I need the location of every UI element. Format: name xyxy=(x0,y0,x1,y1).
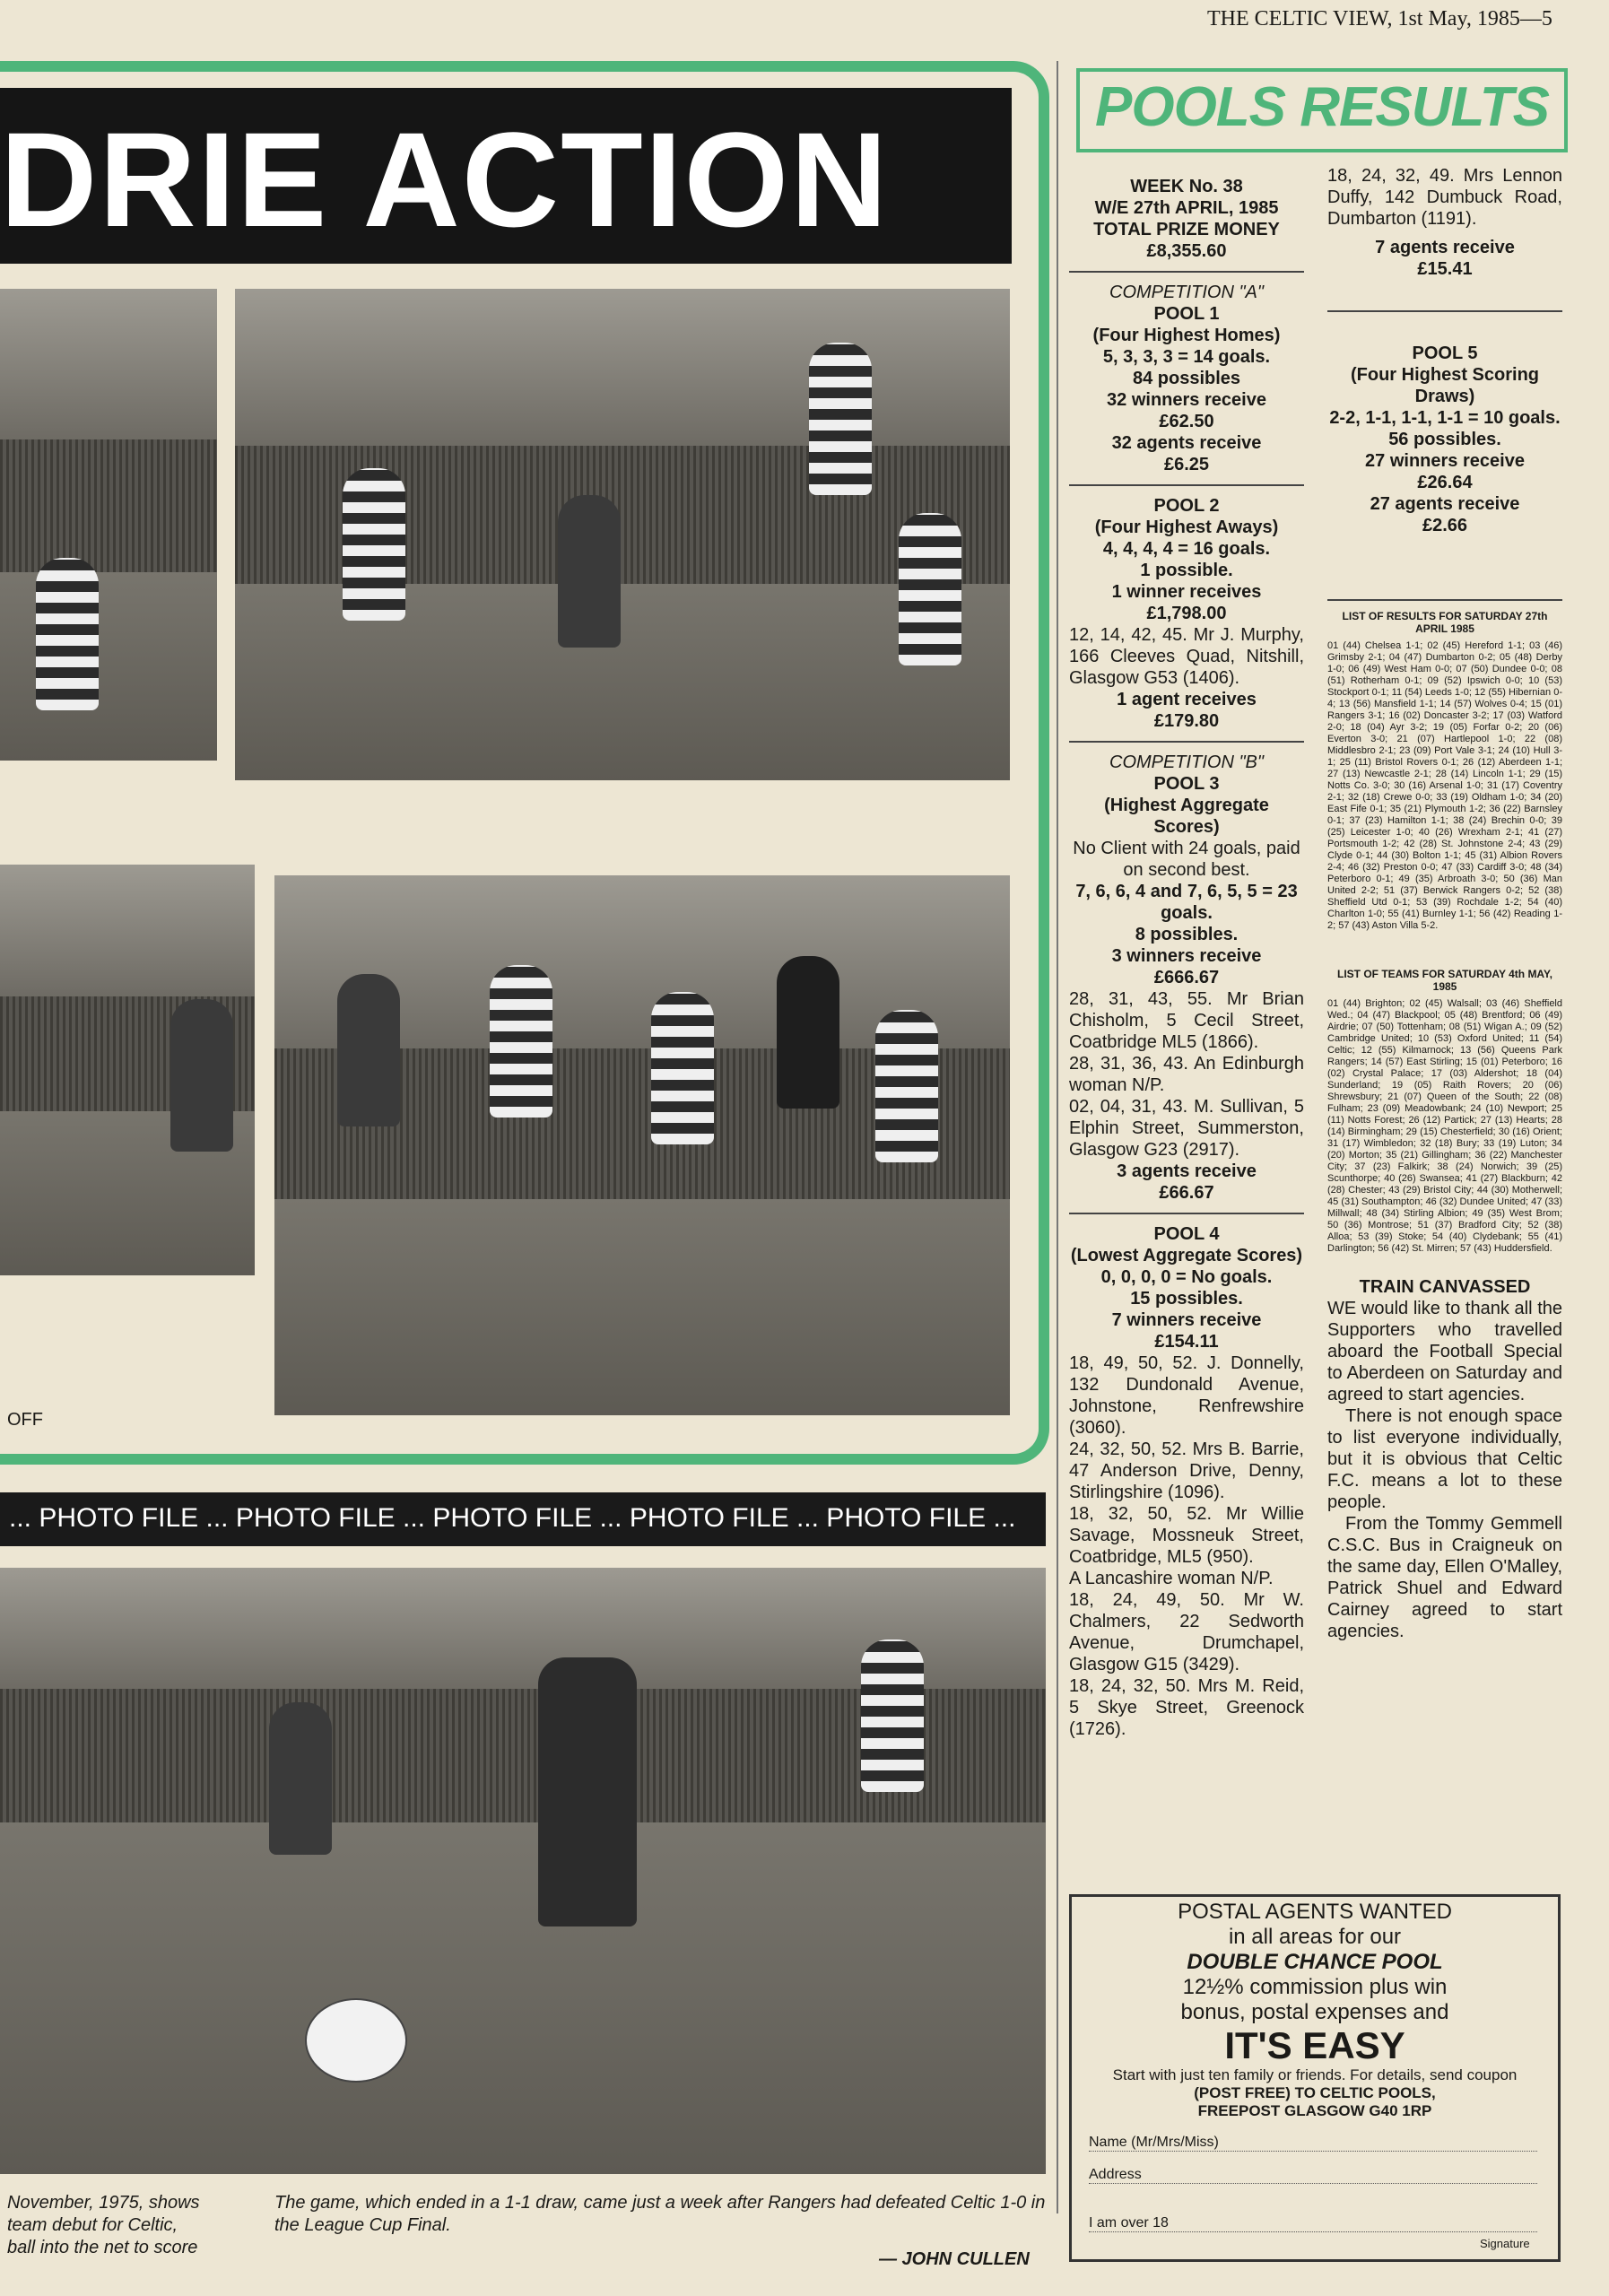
pool3-agents: 3 agents receive xyxy=(1117,1161,1257,1181)
postal-line-9: FREEPOST GLASGOW G40 1RP xyxy=(1197,2102,1432,2119)
pool1-goals: 5, 3, 3, 3 = 14 goals. xyxy=(1102,347,1271,367)
pool2-winner-name: 12, 14, 42, 45. Mr J. Murphy, 166 Cleeves Quad, Nitshill, Glasgow G53 (1406). xyxy=(1069,625,1304,688)
pool5-desc: (Four Highest Scoring Draws) xyxy=(1351,365,1539,406)
pool3-winners: 3 winners receive xyxy=(1111,946,1262,966)
pool5-agents: 27 agents receive xyxy=(1370,494,1520,514)
pool1-desc: (Four Highest Homes) xyxy=(1092,326,1281,345)
match-photo-4 xyxy=(274,875,1010,1415)
pool2-winners: 1 winner receives xyxy=(1111,582,1262,602)
pool5-goals: 2-2, 1-1, 1-1, 1-1 = 10 goals. xyxy=(1329,408,1561,428)
total-label: TOTAL PRIZE MONEY xyxy=(1093,220,1280,239)
train-canvassed-title: TRAIN CANVASSED xyxy=(1359,1277,1531,1297)
page-header: THE CELTIC VIEW, 1st May, 1985—5 xyxy=(1207,7,1552,30)
pool2-title: POOL 2 xyxy=(1153,496,1220,516)
week-ending: W/E 27th APRIL, 1985 xyxy=(1094,198,1279,218)
postal-its-easy: IT'S EASY xyxy=(1224,2024,1405,2066)
photographer-byline: — JOHN CULLEN xyxy=(879,2249,1030,2269)
pool4-winner-6: 18, 24, 32, 50. Mrs M. Reid, 5 Skye Street, Greenock (1726). xyxy=(1069,1676,1304,1739)
match-photo-2 xyxy=(235,289,1010,780)
pool4-winner-3: 18, 32, 50, 52. Mr Willie Savage, Mossneuk Street, Coatbridge, ML5 (950). xyxy=(1069,1504,1304,1567)
match-photo-3 xyxy=(0,865,255,1275)
pool3-possibles: 8 possibles. xyxy=(1135,925,1239,944)
pool4-winner-1: 18, 49, 50, 52. J. Donnelly, 132 Dundonald Avenue, Johnstone, Renfrewshire (3060). xyxy=(1069,1353,1304,1438)
coupon-signature-label: Signature xyxy=(1480,2237,1530,2250)
pool5-winners: 27 winners receive xyxy=(1365,451,1525,471)
pool3-goals: 7, 6, 6, 4 and 7, 6, 5, 5 = 23 goals. xyxy=(1075,882,1298,923)
pool4-possibles: 15 possibles. xyxy=(1130,1289,1243,1309)
competition-a: COMPETITION "A" xyxy=(1109,283,1264,302)
results-list: 01 (44) Chelsea 1-1; 02 (45) Hereford 1-1; 03 (46) Grimsby 2-1; 04 (47) Dumbarton 0-2; 05 (48) Derby 1-0; 06 (49) West Ham 0-0; 07 (50) Dundee 0-0; 08 (51) Rotherham 0-1; 09 (52) Ipswich 0-0; 10 (53) Stockport 0-1; 11 (54) Leeds 1-0; 12 (55) Hibernian 0-4; 13 (56) Mansfield 1-1; 14 (57) Wolves 0-4; 15 (01) Rangers 3-1; 16 (02) Doncaster 3-2; 17 (03) Watford 2-0; 18 (04) Ayr 3-2; 19 (05) Forfar 0-2; 20 (06) Everton 3-0; 21 (07) Hartlepool 1-0; 22 (08) Middlesbro 2-1; 23 (09) Port Vale 3-1; 24 (10) Hull 3-1; 25 (11) Bristol Rovers 0-1; 26 (12) Aberdeen 1-1; 27 (13) Newcastle 2-1; 28 (14) Lincoln 1-1; 29 (15) Notts Co. 3-0; 30 (16) Arsenal 1-0; 31 (17) Coventry 2-1; 32 (18) Crewe 0-0; 33 (19) Oldham 1-0; 34 (20) East Fife 0-1; 35 (21) Plymouth 1-2; 36 (22) Barnsley 0-1; 37 (23) Hamilton 1-1; 38 (24) Brechin 0-0; 39 (25) Leicester 1-0; 40 (26) Wrexham 2-1; 41 (27) Portsmouth 1-2; 42 (28) St. Johnstone 2-4; 43 (29) Clyde 0-1; 44 (30) Bolton 1-1; 45 (31) Albion Rovers 2-4; 46 (32) Preston 0-0; 47 (33) Cardiff 3-0; 48 (34) Peterboro 0-1; 49 (35) Arbroath 3-0; 50 (36) Man United 2-2; 51 (37) Berwick Rangers 0-2; 52 (38) Sheffield Utd 0-1; 53 (39) Rochdale 1-2; 54 (40) Charlton 1-0; 55 (41) Burnley 1-1; 56 (42) Reading 1-2; 57 (43) Aston Villa 5-2. xyxy=(1327,640,1562,931)
train-paragraph-3: From the Tommy Gemmell C.S.C. Bus in Craigneuk on the same day, Ellen O'Malley, Patrick Shuel and Edward Cairney agreed to start agencies. xyxy=(1327,1514,1562,1641)
pool3-winners-value: £666.67 xyxy=(1153,968,1220,987)
postal-line-1: POSTAL AGENTS WANTED xyxy=(1178,1900,1452,1924)
pool2-desc: (Four Highest Aways) xyxy=(1094,517,1279,537)
postal-line-7: Start with just ten family or friends. For details, send coupon xyxy=(1112,2066,1518,2083)
pool3-winner-2: 28, 31, 36, 43. An Edinburgh woman N/P. xyxy=(1069,1054,1304,1095)
pool1-possibles: 84 possibles xyxy=(1132,369,1241,388)
pool4-winners: 7 winners receive xyxy=(1111,1310,1262,1330)
pool3-note: No Client with 24 goals, paid on second best. xyxy=(1073,839,1300,880)
pool4-winners-value: £154.11 xyxy=(1154,1332,1219,1352)
pool4-agents-value: £15.41 xyxy=(1417,259,1473,279)
pools-column-a xyxy=(1069,176,1304,1740)
bottom-caption: The game, which ended in a 1-1 draw, came just a week after Rangers had defeated Celtic 1-0 in the League Cup Final. xyxy=(274,2193,1046,2235)
postal-ad-text xyxy=(1069,1900,1561,2120)
column-divider xyxy=(1057,61,1058,2213)
teams-list: 01 (44) Brighton; 02 (45) Walsall; 03 (46) Sheffield Wed.; 04 (47) Blackpool; 05 (48) Brentford; 06 (49) Airdrie; 07 (50) Tottenham; 08 (51) Wigan A.; 09 (52) Cambridge United; 10 (53) Oxford United; 11 (54) Celtic; 12 (55) Kilmarnock; 13 (56) Queens Park Rangers; 14 (57) East Stirling; 15 (01) Peterboro; 16 (02) Crystal Palace; 17 (03) Aldershot; 18 (04) Sunderland; 19 (05) Raith Rovers; 20 (06) Shrewsbury; 21 (07) Queen of the South; 22 (08) Fulham; 23 (09) Meadowbank; 24 (10) Newport; 25 (11) Notts Forest; 26 (12) Partick; 27 (13) Hearts; 28 (14) Birmingham; 29 (15) Chesterfield; 30 (16) Orient; 31 (17) Wimbledon; 32 (18) Bury; 33 (19) Luton; 34 (20) Morton; 35 (21) Gillingham; 36 (22) Manchester City; 37 (23) Falkirk; 38 (24) Norwich; 39 (25) Scunthorpe; 40 (26) Swansea; 41 (27) Blackburn; 42 (28) Chester; 43 (29) Bristol City; 44 (30) Motherwell; 45 (31) Southampton; 46 (32) Dundee United; 47 (33) Millwall; 48 (34) Stirling Albion; 49 (35) West Brom; 50 (36) Montrose; 51 (37) Bradford City; 52 (38) Alloa; 53 (39) Stoke; 54 (40) Clydebank; 55 (41) Darlington; 56 (42) St. Mirren; 57 (43) Huddersfield. xyxy=(1327,998,1562,1254)
pool4-winner-2: 24, 32, 50, 52. Mrs B. Barrie, 47 Anderson Drive, Denny, Stirlingshire (1096). xyxy=(1069,1439,1304,1502)
pools-title: POOLS RESULTS xyxy=(1094,76,1549,138)
pool4-winner-5: 18, 24, 49, 50. Mr W. Chalmers, 22 Sedworth Avenue, Drumchapel, Glasgow G15 (3429). xyxy=(1069,1590,1304,1674)
results-title: LIST OF RESULTS FOR SATURDAY 27th APRIL 1985 xyxy=(1342,610,1548,635)
football xyxy=(305,1998,407,2083)
pool2-winners-value: £1,798.00 xyxy=(1146,604,1227,623)
pool2-agents: 1 agent receives xyxy=(1117,690,1257,709)
pool4-agents: 7 agents receive xyxy=(1375,238,1515,257)
pool4-winner-7: 18, 24, 32, 49. Mrs Lennon Duffy, 142 Dumbuck Road, Dumbarton (1191). xyxy=(1327,166,1562,229)
photo-file-text: ... PHOTO FILE ... PHOTO FILE ... PHOTO FILE ... PHOTO FILE ... PHOTO FILE ... xyxy=(9,1503,1016,1533)
match-photo-1 xyxy=(0,289,217,761)
pool3-title: POOL 3 xyxy=(1153,774,1220,794)
total-value: £8,355.60 xyxy=(1146,241,1227,261)
pool4-desc: (Lowest Aggregate Scores) xyxy=(1070,1246,1303,1265)
pool1-agents-value: £6.25 xyxy=(1163,455,1210,474)
headline-text: DRIE ACTION xyxy=(0,104,890,255)
train-paragraph-2: There is not enough space to list everyone individually, but it is obvious that Celtic F.C. means a lot to these people. xyxy=(1327,1406,1562,1512)
coupon-name-field[interactable]: Name (Mr/Mrs/Miss) xyxy=(1089,2135,1537,2152)
coupon-address-field[interactable]: Address xyxy=(1089,2167,1537,2184)
pool1-title: POOL 1 xyxy=(1153,304,1220,324)
postal-line-8: (POST FREE) TO CELTIC POOLS, xyxy=(1194,2084,1436,2101)
postal-line-5: bonus, postal expenses and xyxy=(1180,2000,1449,2024)
pool5-agents-value: £2.66 xyxy=(1422,516,1468,535)
pool1-winners: 32 winners receive xyxy=(1107,390,1266,410)
pool1-winners-value: £62.50 xyxy=(1159,412,1214,431)
pools-column-b xyxy=(1327,165,1562,1642)
pool1-agents: 32 agents receive xyxy=(1111,433,1262,453)
pool3-agents-value: £66.67 xyxy=(1159,1183,1214,1203)
photo-caption-off: OFF xyxy=(7,1410,43,1430)
pool4-winner-4: A Lancashire woman N/P. xyxy=(1069,1569,1274,1588)
train-paragraph-1: WE would like to thank all the Supporters who travelled aboard the Football Special to Aberdeen on Saturday and agreed to start agencies. xyxy=(1327,1299,1562,1405)
pool2-possibles: 1 possible. xyxy=(1140,561,1233,580)
pool2-agents-value: £179.80 xyxy=(1153,711,1220,731)
pool3-desc: (Highest Aggregate Scores) xyxy=(1104,796,1269,837)
teams-title: LIST OF TEAMS FOR SATURDAY 4th MAY, 1985 xyxy=(1336,968,1553,993)
pool2-goals: 4, 4, 4, 4 = 16 goals. xyxy=(1102,539,1271,559)
pool5-title: POOL 5 xyxy=(1412,344,1478,363)
pool4-title: POOL 4 xyxy=(1153,1224,1220,1244)
postal-line-4: 12½% commission plus win xyxy=(1182,1975,1448,1999)
week-number: WEEK No. 38 xyxy=(1130,177,1243,196)
postal-line-2: in all areas for our xyxy=(1228,1925,1402,1949)
pool5-possibles: 56 possibles. xyxy=(1388,430,1501,449)
pool5-winners-value: £26.64 xyxy=(1417,473,1473,492)
coupon-age-field[interactable]: I am over 18 xyxy=(1089,2215,1537,2232)
pool3-winner-1: 28, 31, 43, 55. Mr Brian Chisholm, 5 Cecil Street, Coatbridge ML5 (1866). xyxy=(1069,989,1304,1052)
pool3-winner-3: 02, 04, 31, 43. M. Sullivan, 5 Elphin Street, Summerston, Glasgow G23 (2917). xyxy=(1069,1097,1304,1160)
postal-line-3: DOUBLE CHANCE POOL xyxy=(1187,1950,1443,1974)
archive-match-photo xyxy=(0,1568,1046,2174)
bottom-caption-left: November, 1975, shows team debut for Celtic, ball into the net to score xyxy=(7,2193,200,2257)
pool4-goals: 0, 0, 0, 0 = No goals. xyxy=(1100,1267,1273,1287)
competition-b: COMPETITION "B" xyxy=(1109,752,1264,772)
